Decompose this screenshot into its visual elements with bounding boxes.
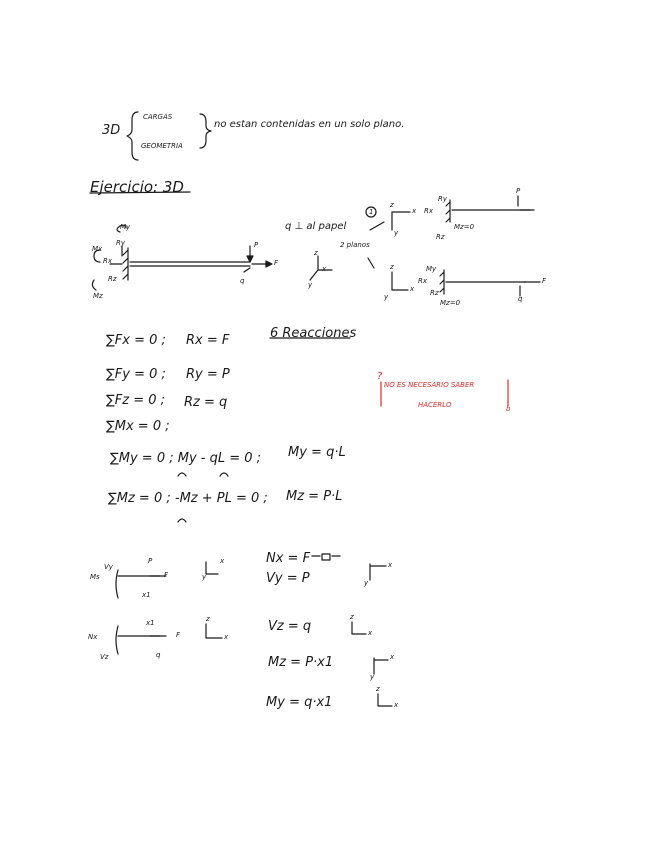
plane1-axes bbox=[392, 212, 410, 230]
load-note: q ⊥ al papel bbox=[285, 221, 347, 232]
section1-cut bbox=[116, 570, 118, 598]
section1-vy-axes bbox=[370, 564, 386, 580]
label-my: My bbox=[120, 223, 131, 231]
plane2-my: My bbox=[426, 265, 437, 273]
eq-mz-result: Mz = P·L bbox=[286, 489, 343, 504]
result-vy: Vy = P bbox=[266, 571, 310, 586]
s1-f: F bbox=[164, 571, 169, 579]
eq-sum-fx: ∑Fx = 0 ; bbox=[106, 333, 166, 348]
eq-sum-fz: ∑Fz = 0 ; bbox=[106, 393, 166, 408]
mz-axes bbox=[374, 658, 388, 674]
mz-axis-x: x bbox=[390, 653, 395, 661]
s1-axis-y: y bbox=[202, 573, 207, 581]
plane2-rx: Rx bbox=[418, 277, 428, 285]
red-note-line1: NO ES NECESARIO SABER bbox=[384, 381, 475, 389]
label-p: P bbox=[254, 241, 259, 249]
plane1-ry: Ry bbox=[438, 195, 448, 203]
step1-label: 1 bbox=[369, 208, 374, 216]
s1-x1: x1 bbox=[142, 591, 151, 599]
intro-note: no estan contenidas en un solo plano. bbox=[214, 119, 405, 130]
plane2-q: q bbox=[518, 295, 523, 303]
eq-sum-my: ∑My = 0 ; My - qL = 0 ; bbox=[110, 451, 262, 466]
axis-x-label: x bbox=[322, 265, 327, 273]
red-note-line2: HACERLO bbox=[418, 401, 452, 409]
result-my: My = q·x1 bbox=[266, 695, 333, 710]
label-mz: Mz bbox=[93, 292, 103, 300]
plane2-axis-y: y bbox=[384, 293, 389, 301]
axis-z-label: z bbox=[314, 249, 318, 257]
axes-mini bbox=[310, 256, 332, 280]
label-q: q bbox=[240, 277, 245, 285]
my-axis-z: z bbox=[376, 685, 380, 693]
exercise-title: Ejercicio: 3D bbox=[90, 178, 184, 196]
mz-axis-y: y bbox=[370, 673, 375, 681]
s1-ms: Ms bbox=[90, 573, 100, 581]
plane2-mz: Mz=0 bbox=[440, 299, 461, 307]
label-3d: 3D bbox=[102, 123, 121, 138]
reactions-title: 6 Reacciones bbox=[270, 326, 357, 341]
eq-rx: Rx = F bbox=[186, 333, 230, 348]
section1-axes bbox=[206, 562, 218, 574]
item-cargas: CARGAS bbox=[143, 113, 173, 121]
eq-sum-mz: ∑Mz = 0 ; -Mz + PL = 0 ; bbox=[108, 491, 268, 506]
eq-sum-fy: ∑Fy = 0 ; bbox=[106, 367, 166, 382]
plane1-mz: Mz=0 bbox=[454, 223, 475, 231]
plane2-axes bbox=[392, 272, 408, 290]
plane2-wall bbox=[440, 270, 444, 294]
my-axis-x: x bbox=[394, 701, 399, 709]
right-brace bbox=[200, 114, 211, 148]
result-mz: Mz = P·x1 bbox=[268, 655, 334, 670]
eq-rz: Rz = q bbox=[184, 395, 228, 410]
s2-f: F bbox=[176, 631, 181, 639]
label-rx: Rx bbox=[103, 257, 113, 265]
plane1-rz: Rz bbox=[436, 233, 445, 241]
my-arrow bbox=[178, 473, 186, 476]
moment-mz bbox=[92, 280, 96, 290]
s2-vz: Vz bbox=[100, 653, 109, 661]
s2-axis-z: z bbox=[206, 615, 210, 623]
plane1-rx: Rx bbox=[424, 207, 434, 215]
vz-axis-x: x bbox=[368, 629, 373, 637]
section2-axes bbox=[206, 624, 222, 638]
plane2-axis-z: z bbox=[390, 263, 394, 271]
eq-my-result: My = q·L bbox=[288, 445, 346, 460]
red-note-mark-right: b bbox=[506, 405, 511, 413]
section2-cut bbox=[116, 626, 118, 654]
s2-x1: x1 bbox=[146, 619, 155, 627]
s2-q: q bbox=[156, 651, 161, 659]
vz-axis-z: z bbox=[350, 613, 354, 621]
my-axes bbox=[378, 694, 392, 706]
plane1-wall bbox=[446, 200, 450, 222]
plane2-rz: Rz bbox=[430, 289, 439, 297]
label-ry: Ry bbox=[116, 239, 126, 247]
vy-axis-y: y bbox=[364, 579, 369, 587]
s1-axis-x: x bbox=[220, 557, 225, 565]
result-vz: Vz = q bbox=[268, 619, 312, 634]
label-rz: Rz bbox=[108, 275, 117, 283]
label-mx: Mx bbox=[92, 245, 103, 253]
plane1-axis-z: z bbox=[390, 201, 394, 209]
axis-y-label: y bbox=[308, 281, 313, 289]
plane2-f: F bbox=[542, 277, 547, 285]
label-f: F bbox=[274, 259, 279, 267]
red-note-mark-left: ? bbox=[377, 371, 383, 382]
step2-label: 2 planos bbox=[340, 241, 370, 249]
s1-vy: Vy bbox=[104, 563, 113, 571]
plane1-p: P bbox=[516, 187, 521, 195]
qL-arrow bbox=[220, 473, 228, 476]
left-brace bbox=[127, 112, 138, 160]
step2-arrows bbox=[368, 222, 384, 268]
eq-sum-mx: ∑Mx = 0 ; bbox=[106, 419, 170, 434]
result-nx: Nx = F bbox=[266, 551, 311, 566]
item-geometria: GEOMETRIA bbox=[141, 142, 183, 150]
s2-nx: Nx bbox=[88, 633, 98, 641]
plane2-axis-x: x bbox=[410, 285, 415, 293]
wall-hatch bbox=[123, 248, 128, 280]
s2-axis-x: x bbox=[224, 633, 229, 641]
mz-arrow bbox=[178, 519, 186, 522]
plane1-axis-x: x bbox=[412, 207, 417, 215]
plane1-axis-y: y bbox=[394, 229, 399, 237]
section1-nx-box bbox=[312, 554, 340, 560]
eq-ry: Ry = P bbox=[186, 367, 230, 382]
vy-axis-x: x bbox=[388, 561, 393, 569]
main-beam bbox=[130, 262, 250, 266]
load-q-arrow bbox=[244, 268, 250, 272]
vz-axes bbox=[352, 622, 366, 634]
s1-p: P bbox=[148, 557, 153, 565]
